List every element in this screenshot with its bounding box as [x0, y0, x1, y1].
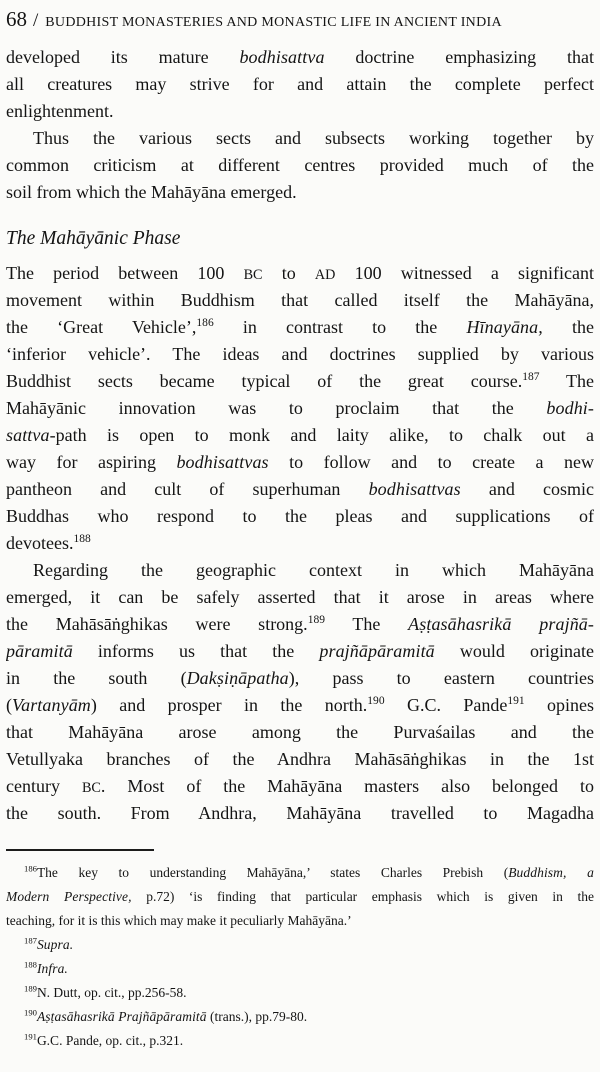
text-line: $^{188}$Infra.	[24, 959, 68, 976]
text-line: $^{190}$Aṣṭasāhasrikā Prajñāpāramitā (trans.), pp.79-80.	[24, 1007, 308, 1024]
paragraph	[6, 125, 594, 206]
text-line: that Mahāyāna arose among the Purvaśailas and the	[6, 722, 594, 742]
paragraph	[6, 44, 594, 125]
text-line: soil from which the Mahāyāna emerged.	[6, 182, 297, 202]
text-line: (Vartanyām) and prosper in the north.$^{190}$ G.C. Pande$^{191}$ opines	[6, 695, 594, 715]
body-part-1	[6, 44, 594, 206]
text-line: ‘inferior vehicle’. The ideas and doctrines supplied by various	[6, 344, 594, 364]
text-line: pāramitā informs us that the prajñāpāramitā would originate	[6, 641, 594, 661]
text-line: $^{191}$G.C. Pande, op. cit., p.321.	[24, 1031, 184, 1048]
text-line: enlightenment.	[6, 101, 114, 121]
text-line: Thus the various sects and subsects working together by	[33, 128, 594, 148]
paragraph	[6, 557, 594, 827]
text-line: developed its mature bodhisattva doctrine emphasizing that	[6, 47, 594, 67]
text-line: the south. From Andhra, Mahāyāna travelled to Magadha	[6, 803, 594, 823]
running-title: BUDDHIST MONASTERIES AND MONASTIC LIFE IN ANCIENT INDIA	[45, 15, 502, 30]
text-line: century BC. Most of the Mahāyāna masters also belonged to	[6, 776, 594, 796]
text-line: Buddhist sects became typical of the great course.$^{187}$ The	[6, 371, 594, 391]
footnote	[6, 1005, 594, 1029]
text-line: Buddhas who respond to the pleas and supplications of	[6, 506, 594, 526]
footnote	[6, 861, 594, 933]
footnote	[6, 957, 594, 981]
footnote	[6, 981, 594, 1005]
header-separator: /	[33, 10, 39, 31]
footnote	[6, 933, 594, 957]
section-heading: The Mahāyānic Phase	[6, 228, 181, 249]
text-line: pantheon and cult of superhuman bodhisattvas and cosmic	[6, 479, 594, 499]
text-line: movement within Buddhism that called itself the Mahāyāna,	[6, 290, 594, 310]
text-line: The period between 100 BC to AD 100 witnessed a significant	[6, 263, 594, 283]
text-line: common criticism at different centres provided much of the	[6, 155, 594, 175]
text-line: the Mahāsāṅghikas were strong.$^{189}$ The Aṣṭasāhasrikā prajñā-	[6, 614, 594, 634]
footnotes-list	[6, 861, 594, 1053]
text-line: Modern Perspective, p.72) ‘is finding that particular emphasis which is given in the	[6, 889, 594, 904]
footnote-rule	[6, 849, 154, 851]
page-number: 68	[6, 7, 27, 31]
text-line: in the south (Dakṣiṇāpatha), pass to eastern countries	[6, 668, 594, 688]
text-line: Mahāyānic innovation was to proclaim that the bodhi-	[6, 398, 594, 418]
text-line: way for aspiring bodhisattvas to follow and to create a new	[6, 452, 594, 472]
text-line: all creatures may strive for and attain the complete perfect	[6, 74, 594, 94]
text-line: $^{189}$N. Dutt, op. cit., pp.256-58.	[24, 983, 187, 1000]
page-header	[6, 6, 594, 32]
text-line: sattva-path is open to monk and laity alike, to chalk out a	[6, 425, 594, 445]
body-part-2	[6, 260, 594, 827]
text-line: teaching, for it is this which may make it peculiarly Mahāyāna.’	[6, 913, 352, 928]
text-line: $^{186}$The key to understanding Mahāyāna,’ states Charles Prebish (Buddhism, a	[24, 863, 594, 880]
text-line: emerged, it can be safely asserted that it arose in areas where	[6, 587, 594, 607]
footnote	[6, 1029, 594, 1053]
text-line: devotees.$^{188}$	[6, 533, 91, 553]
text-line: the ‘Great Vehicle’,$^{186}$ in contrast to the Hīnayāna, the	[6, 317, 594, 337]
text-line: Regarding the geographic context in which Mahāyāna	[33, 560, 594, 580]
text-line: $^{187}$Supra.	[24, 935, 74, 952]
text-line: Vetullyaka branches of the Andhra Mahāsāṅghikas in the 1st	[6, 749, 594, 769]
paragraph	[6, 260, 594, 557]
